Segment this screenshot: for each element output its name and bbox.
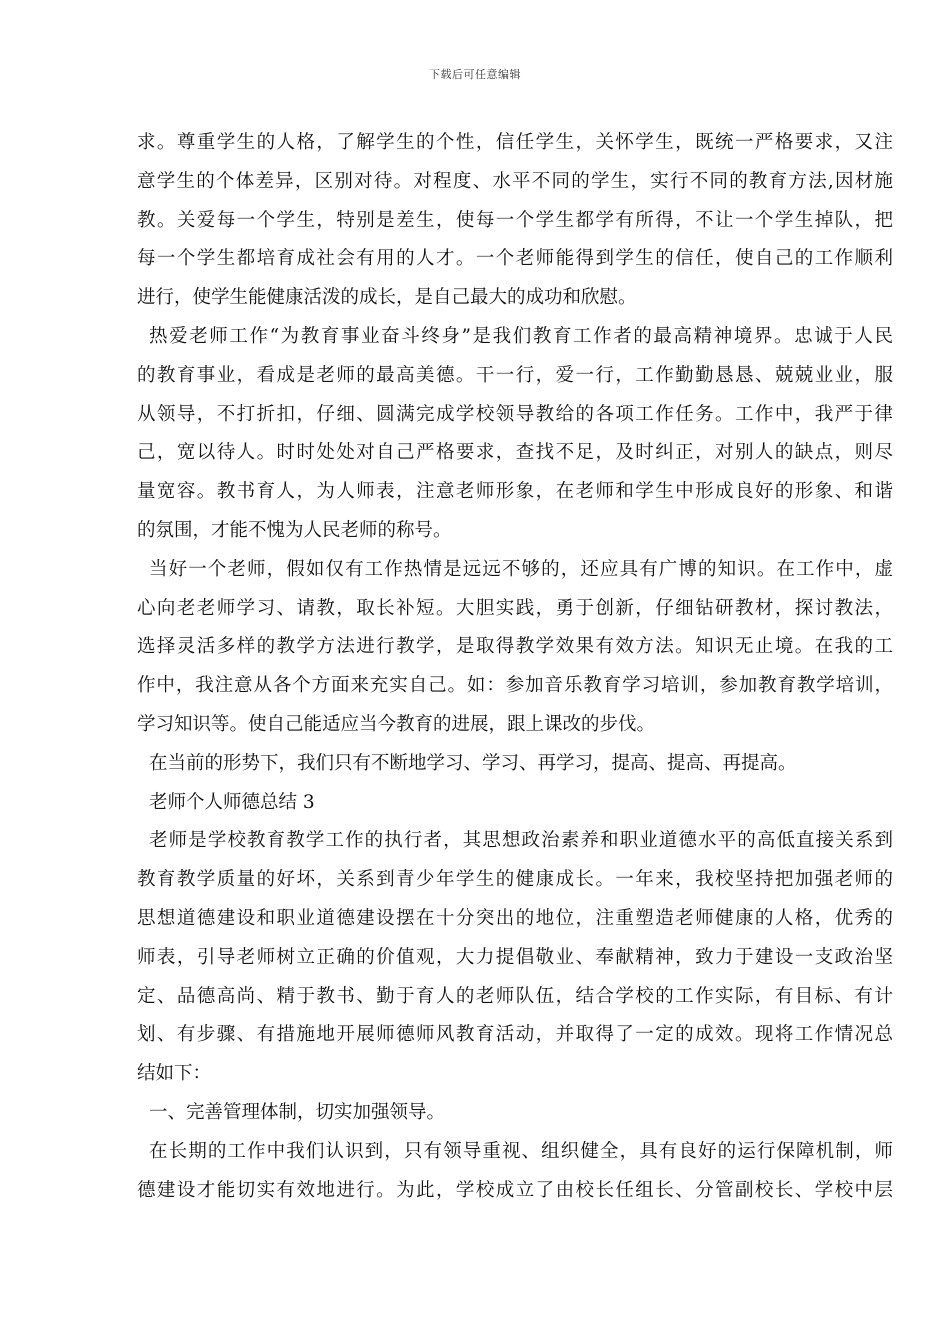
text-line: 在长期的工作中我们认识到，只有领导重视、组织健全，具有良好的运行保障机制，师 [149,1140,893,1162]
page-header: 下载后可任意编辑 [429,68,521,81]
text-line: 老师个人师德总结 3 [149,791,315,813]
document-body [137,124,893,1210]
text-line: 定、品德高尚、精于教书、勤于育人的老师队伍，结合学校的工作实际，有目标、有计 [137,985,893,1007]
text-line: 在当前的形势下，我们只有不断地学习、学习、再学习，提高、提高、再提高。 [149,752,797,774]
text-line: 从领导，不打折扣，仔细、圆满完成学校领导教给的各项工作任务。工作中，我严于律 [137,403,893,425]
text-line: 热爱老师工作“为教育事业奋斗终身”是我们教育工作者的最高精神境界。忠诚于人民 [149,325,893,347]
text-line: 求。尊重学生的人格，了解学生的个性，信任学生，关怀学生，既统一严格要求，又注 [137,132,893,153]
text-line: 己，宽以待人。时时处处对自己严格要求，查找不足，及时纠正，对别人的缺点，则尽 [137,442,893,464]
text-line: 选择灵活多样的教学方法进行教学，是取得教学效果有效方法。知识无止境。在我的工 [137,636,893,658]
text-line: 学习知识等。使自己能适应当今教育的进展，跟上课改的步伐。 [137,713,656,735]
text-line: 的教育事业，看成是老师的最高美德。干一行，爱一行，工作勤勤恳恳、兢兢业业，服 [137,364,893,386]
text-line: 思想道德建设和职业道德建设摆在十分突出的地位，注重塑造老师健康的人格，优秀的 [137,907,893,929]
text-line: 教育教学质量的好坏，关系到青少年学生的健康成长。一年来，我校坚持把加强老师的 [137,869,893,891]
text-line: 师表，引导老师树立正确的价值观，大力提倡敬业、奉献精神，致力于建设一支政治坚 [137,946,893,968]
text-line: 结如下： [137,1063,212,1085]
text-line: 作中，我注意从各个方面来充实自己。如：参加音乐教育学习培训，参加教育教学培训， [137,675,893,697]
text-line: 心向老老师学习、请教，取长补短。大胆实践，勇于创新，仔细钻研教材，探讨教法， [137,597,893,619]
text-line: 老师是学校教育教学工作的执行者，其思想政治素养和职业道德水平的高低直接关系到 [149,830,893,852]
text-line: 划、有步骤、有措施地开展师德师风教育活动，并取得了一定的成效。现将工作情况总 [137,1024,893,1046]
text-line: 意学生的个体差异，区别对待。对程度、水平不同的学生，实行不同的教育方法,因材施 [137,170,893,192]
text-line: 德建设才能切实有效地进行。为此，学校成立了由校长任组长、分管副校长、学校中层 [137,1179,893,1201]
text-line: 一、完善管理体制，切实加强领导。 [149,1101,446,1123]
text-line: 的氛围，才能不愧为人民老师的称号。 [137,519,452,541]
text-line: 每一个学生都培育成社会有用的人才。一个老师能得到学生的信任，使自己的工作顺利 [137,248,893,270]
text-line: 量宽容。教书育人，为人师表，注意老师形象，在老师和学生中形成良好的形象、和谐 [137,481,893,503]
text-line: 进行，使学生能健康活泼的成长，是自己最大的成功和欣慰。 [137,287,637,309]
text-line: 教。关爱每一个学生，特别是差生，使每一个学生都学有所得，不让一个学生掉队，把 [137,209,893,231]
text-line: 当好一个老师，假如仅有工作热情是远远不够的，还应具有广博的知识。在工作中，虚 [149,558,893,580]
